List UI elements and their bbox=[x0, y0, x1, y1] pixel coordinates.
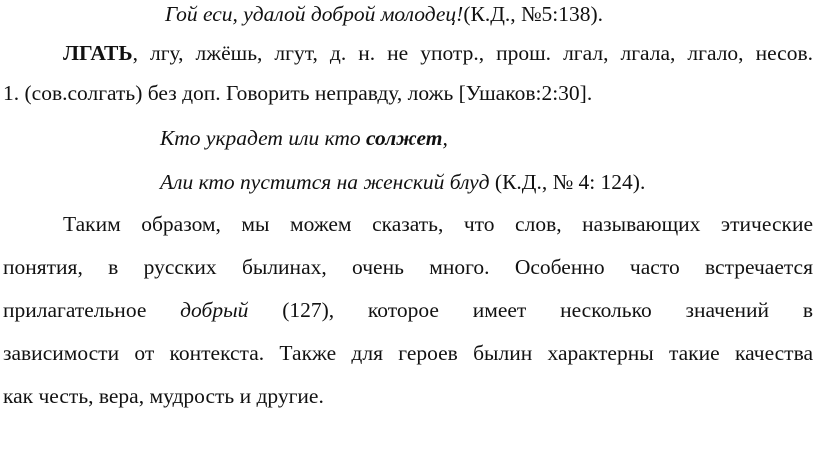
paragraph-text-3a: прилагательное bbox=[3, 298, 181, 322]
entry-grammar: , лгу, лжёшь, лгут, д. н. не употр., прош. лгал, лгала, лгало, несов. bbox=[132, 41, 813, 65]
entry-line-2 bbox=[3, 79, 592, 107]
quote2-comma: , bbox=[442, 126, 448, 150]
paragraph-text-2: понятия, в русских былинах, очень много. Особенно часто встречается bbox=[3, 255, 813, 279]
quote2-text: Кто украдет или кто bbox=[160, 126, 367, 150]
entry-line-1 bbox=[63, 39, 813, 67]
paragraph-line-2 bbox=[3, 253, 813, 281]
quote-source: (К.Д., №5:138). bbox=[463, 2, 604, 26]
quote2-bold-word: солжет bbox=[366, 126, 443, 150]
entry-definition: 1. (сов.солгать) без доп. Говорить неправду, ложь [Ушаков:2:30]. bbox=[3, 81, 593, 105]
quote2-source: (К.Д., № 4: 124). bbox=[489, 170, 646, 194]
paragraph-line-4 bbox=[3, 339, 813, 367]
quote-line-1 bbox=[165, 0, 603, 28]
paragraph-italic-word: добрый bbox=[180, 298, 249, 322]
paragraph-text-5: как честь, вера, мудрость и другие. bbox=[3, 384, 324, 408]
quote-verse: Гой еси, удалой доброй молодец! bbox=[165, 2, 464, 26]
quote2-line-1 bbox=[160, 124, 448, 152]
paragraph-line-3 bbox=[3, 296, 813, 324]
entry-headword: ЛГАТЬ bbox=[63, 41, 133, 65]
paragraph-text-3b: (127), которое имеет несколько значений в bbox=[248, 298, 813, 322]
paragraph-line-1 bbox=[63, 210, 813, 238]
quote2-verse: Али кто пустится на женский блуд bbox=[160, 170, 490, 194]
paragraph-text-4: зависимости от контекста. Также для героев былин характерны такие качества bbox=[3, 341, 813, 365]
paragraph-text-1: Таким образом, мы можем сказать, что слов, называющих этические bbox=[63, 212, 813, 236]
paragraph-line-5 bbox=[3, 382, 324, 410]
quote2-line-2 bbox=[160, 168, 645, 196]
